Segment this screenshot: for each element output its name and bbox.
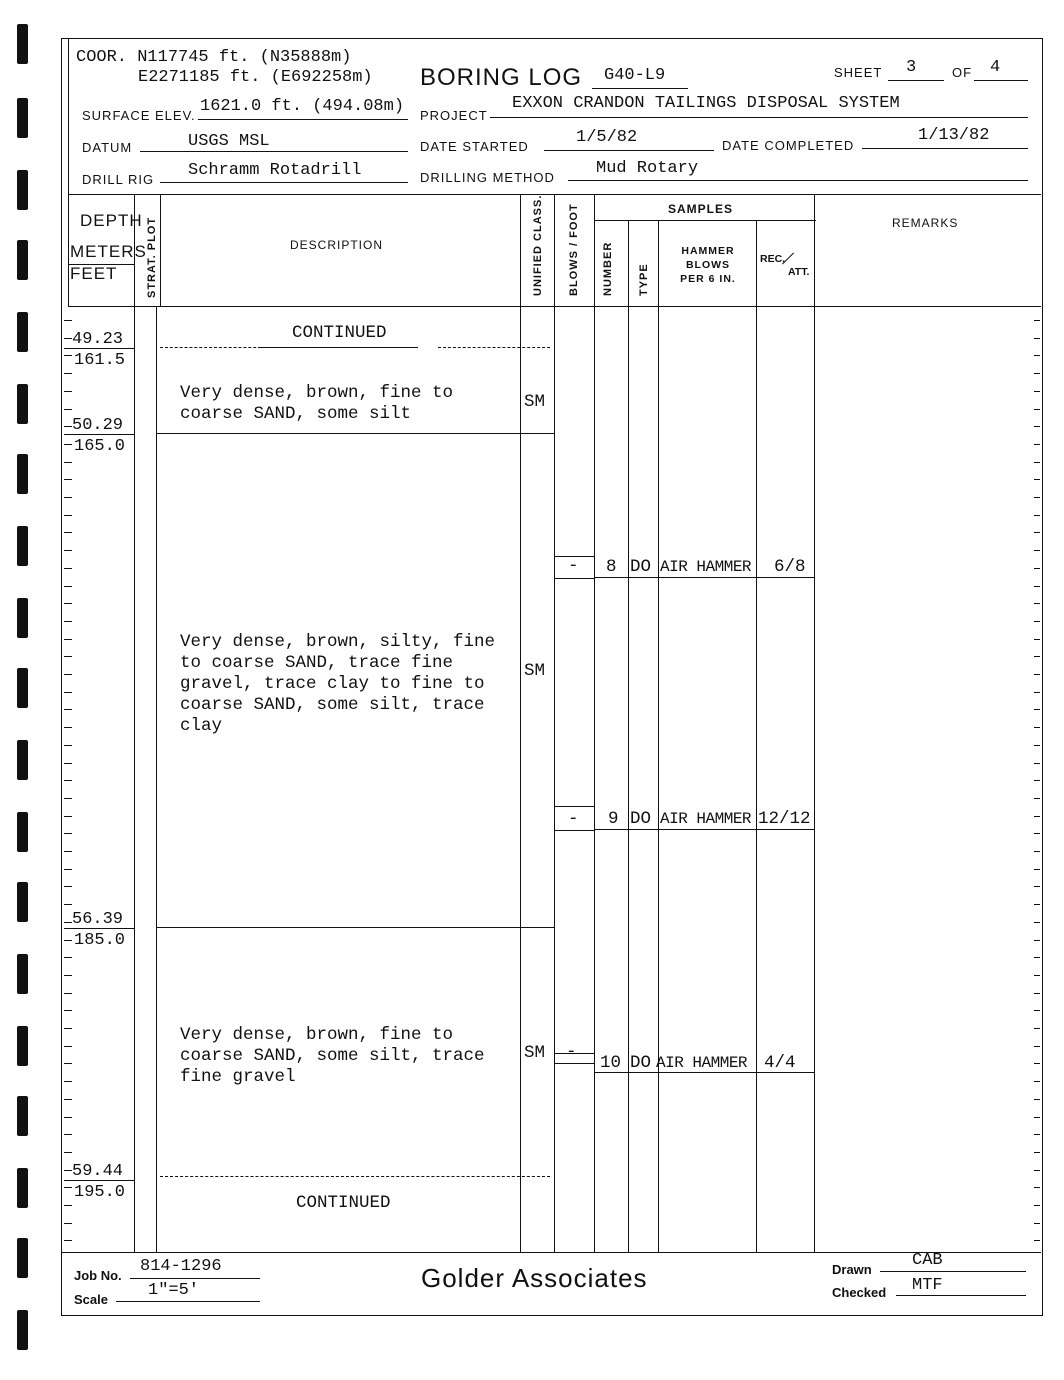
- depth-tick: [1034, 568, 1040, 569]
- depth-tick: [64, 1240, 72, 1241]
- depth-tick: [64, 621, 72, 622]
- sheet-number: 3: [906, 58, 917, 77]
- depth-feet-1: 161.5: [74, 351, 126, 370]
- hammer-heading-line-3: PER 6 IN.: [680, 273, 736, 285]
- depth-tick: [64, 851, 72, 852]
- depth-tick: [64, 391, 72, 392]
- layer-1-description: Very dense, brown, fine to coarse SAND, some silt: [180, 383, 454, 424]
- depth-tick: [64, 426, 72, 427]
- depth-tick: [1034, 479, 1040, 480]
- datum-label: DATUM: [82, 140, 133, 155]
- job-number-value: 814-1296: [140, 1257, 222, 1276]
- att-heading: ATT.: [788, 266, 810, 278]
- scale-value: 1"=5': [148, 1281, 200, 1300]
- depth-tick: [1034, 957, 1040, 958]
- depth-tick: [64, 993, 72, 994]
- depth-tick: [1034, 1099, 1040, 1100]
- depth-tick: [1034, 338, 1040, 339]
- sample-number: 8: [606, 557, 617, 577]
- depth-heading: DEPTH: [80, 211, 143, 230]
- depth-tick: [64, 1205, 72, 1206]
- sample-blows: -: [568, 809, 579, 829]
- depth-tick: [1034, 373, 1040, 374]
- depth-tick: [1034, 709, 1040, 710]
- depth-tick: [64, 444, 72, 445]
- depth-feet-2: 165.0: [74, 437, 126, 456]
- depth-meters-2: 50.29: [72, 416, 124, 435]
- depth-tick: [64, 462, 72, 463]
- remarks-heading: REMARKS: [892, 216, 959, 230]
- depth-tick: [64, 674, 72, 675]
- sample-blows: -: [566, 1042, 577, 1062]
- depth-tick: [64, 1170, 72, 1171]
- depth-tick: [64, 409, 72, 410]
- depth-tick: [64, 1081, 72, 1082]
- depth-tick: [1034, 1187, 1040, 1188]
- depth-tick: [1034, 426, 1040, 427]
- form-title: BORING LOG: [420, 64, 583, 91]
- depth-tick: [64, 763, 72, 764]
- boring-id: G40-L9: [604, 66, 666, 85]
- depth-tick: [1034, 639, 1040, 640]
- date-completed-label: DATE COMPLETED: [722, 138, 855, 153]
- hammer-blows-heading: [662, 244, 754, 286]
- depth-tick: [64, 373, 72, 374]
- depth-tick: [64, 515, 72, 516]
- depth-tick: [1034, 993, 1040, 994]
- depth-tick: [1034, 1028, 1040, 1029]
- drilling-method-label: DRILLING METHOD: [420, 170, 555, 185]
- depth-tick: [1034, 1152, 1040, 1153]
- depth-tick: [64, 338, 72, 339]
- depth-tick: [1034, 1117, 1040, 1118]
- depth-tick: [1034, 692, 1040, 693]
- sample-rec: 12/12: [758, 809, 811, 829]
- depth-tick: [1034, 462, 1040, 463]
- depth-tick: [1034, 1081, 1040, 1082]
- of-label: OF: [952, 65, 973, 80]
- continued-top: CONTINUED: [292, 323, 387, 343]
- depth-tick: [64, 320, 72, 321]
- depth-tick: [64, 1223, 72, 1224]
- hammer-heading-line-2: BLOWS: [685, 259, 731, 271]
- depth-tick: [64, 603, 72, 604]
- depth-tick: [1034, 904, 1040, 905]
- depth-feet-4: 195.0: [74, 1183, 126, 1202]
- depth-tick: [1034, 833, 1040, 834]
- date-started-label: DATE STARTED: [420, 139, 529, 154]
- depth-meters-4: 59.44: [72, 1162, 124, 1181]
- depth-tick: [64, 904, 72, 905]
- depth-tick: [64, 1117, 72, 1118]
- depth-tick: [1034, 922, 1040, 923]
- project-label: PROJECT: [420, 108, 488, 123]
- date-completed-value: 1/13/82: [918, 126, 990, 145]
- depth-tick: [1034, 745, 1040, 746]
- depth-tick: [1034, 444, 1040, 445]
- depth-tick: [64, 1010, 72, 1011]
- datum-value: USGS MSL: [188, 132, 270, 151]
- strat-plot-heading: STRAT. PLOT: [146, 216, 158, 298]
- depth-tick: [1034, 674, 1040, 675]
- depth-tick: [1034, 391, 1040, 392]
- depth-tick: [1034, 656, 1040, 657]
- feet-heading: FEET: [70, 264, 118, 283]
- sheet-total: 4: [990, 58, 1001, 77]
- depth-tick: [1034, 621, 1040, 622]
- date-started-value: 1/5/82: [576, 128, 638, 147]
- depth-tick: [64, 869, 72, 870]
- job-number-label: Job No.: [74, 1268, 122, 1283]
- depth-tick: [64, 1187, 72, 1188]
- company-name: Golder Associates: [421, 1263, 648, 1293]
- depth-tick: [1034, 515, 1040, 516]
- depth-tick: [64, 479, 72, 480]
- depth-tick: [1034, 816, 1040, 817]
- sample-rec: 6/8: [774, 557, 806, 577]
- depth-tick: [1034, 975, 1040, 976]
- depth-tick: [1034, 1205, 1040, 1206]
- sample-blows: -: [568, 556, 579, 576]
- depth-meters-1: 49.23: [72, 330, 124, 349]
- depth-tick: [1034, 1170, 1040, 1171]
- depth-tick: [1034, 940, 1040, 941]
- depth-tick: [1034, 497, 1040, 498]
- continued-bottom: CONTINUED: [296, 1193, 391, 1213]
- layer-2-class: SM: [524, 661, 546, 681]
- depth-tick: [1034, 1046, 1040, 1047]
- meters-heading: METERS: [70, 242, 147, 261]
- depth-tick: [1034, 1010, 1040, 1011]
- checked-value: MTF: [912, 1276, 943, 1295]
- drilling-method-value: Mud Rotary: [596, 159, 699, 178]
- depth-feet-3: 185.0: [74, 931, 126, 950]
- surface-elev-label: SURFACE ELEV.: [82, 108, 196, 123]
- depth-tick: [1034, 409, 1040, 410]
- depth-tick: [1034, 550, 1040, 551]
- depth-tick: [64, 745, 72, 746]
- layer-2-description: Very dense, brown, silty, fine to coarse SAND, trace fine gravel, trace clay to fine to coarse SAND, some silt, trace clay: [180, 632, 496, 736]
- depth-tick: [64, 656, 72, 657]
- depth-tick: [64, 940, 72, 941]
- depth-tick: [64, 550, 72, 551]
- depth-tick: [64, 780, 72, 781]
- checked-label: Checked: [832, 1285, 887, 1300]
- depth-tick: [64, 586, 72, 587]
- sample-hammer: AIR HAMMER: [660, 558, 752, 576]
- drill-rig-value: Schramm Rotadrill: [188, 161, 362, 180]
- sample-number: 9: [608, 809, 619, 829]
- depth-tick: [64, 975, 72, 976]
- depth-tick: [64, 922, 72, 923]
- depth-tick: [1034, 532, 1040, 533]
- depth-tick: [64, 798, 72, 799]
- depth-tick: [64, 957, 72, 958]
- coor-line-1: COOR. N117745 ft. (N35888m): [76, 48, 352, 67]
- depth-tick: [1034, 320, 1040, 321]
- depth-tick: [1034, 869, 1040, 870]
- surface-elev-value: 1621.0 ft. (494.08m): [200, 97, 405, 116]
- drill-rig-label: DRILL RIG: [82, 172, 155, 187]
- depth-tick: [1034, 798, 1040, 799]
- depth-tick: [1034, 780, 1040, 781]
- depth-tick: [64, 692, 72, 693]
- depth-tick: [64, 639, 72, 640]
- depth-tick: [1034, 727, 1040, 728]
- number-heading: NUMBER: [602, 241, 614, 296]
- sample-type: DO: [630, 557, 652, 577]
- layer-1-class: SM: [524, 392, 546, 412]
- depth-tick: [64, 1134, 72, 1135]
- depth-tick: [64, 833, 72, 834]
- drawn-label: Drawn: [832, 1262, 872, 1277]
- layer-3-class: SM: [524, 1043, 546, 1063]
- depth-tick: [64, 568, 72, 569]
- depth-meters-3: 56.39: [72, 910, 124, 929]
- depth-tick: [64, 709, 72, 710]
- depth-tick: [64, 886, 72, 887]
- depth-tick: [1034, 886, 1040, 887]
- sample-hammer: AIR HAMMER: [656, 1054, 748, 1072]
- depth-tick: [1034, 1240, 1040, 1241]
- depth-tick: [64, 497, 72, 498]
- depth-tick: [64, 1063, 72, 1064]
- drawn-value: CAB: [912, 1251, 943, 1270]
- depth-tick: [1034, 355, 1040, 356]
- depth-tick: [64, 1152, 72, 1153]
- hammer-heading-line-1: HAMMER: [681, 245, 735, 257]
- depth-tick: [1034, 603, 1040, 604]
- unified-class-heading: UNIFIED CLASS.: [532, 194, 544, 296]
- coor-line-2: E2271185 ft. (E692258m): [138, 68, 373, 87]
- description-heading: DESCRIPTION: [290, 238, 384, 252]
- blows-foot-heading: BLOWS / FOOT: [568, 203, 580, 296]
- depth-tick: [64, 727, 72, 728]
- sample-rec: 4/4: [764, 1053, 796, 1073]
- depth-tick: [64, 816, 72, 817]
- depth-tick: [1034, 763, 1040, 764]
- sample-type: DO: [630, 1053, 652, 1073]
- rec-heading: REC.: [760, 253, 786, 265]
- samples-heading: SAMPLES: [668, 202, 734, 216]
- sample-type: DO: [630, 809, 652, 829]
- depth-tick: [1034, 851, 1040, 852]
- depth-tick: [1034, 1223, 1040, 1224]
- type-heading: TYPE: [638, 263, 650, 296]
- project-value: EXXON CRANDON TAILINGS DISPOSAL SYSTEM: [512, 94, 900, 113]
- depth-tick: [64, 1099, 72, 1100]
- sample-hammer: AIR HAMMER: [660, 810, 752, 828]
- depth-tick: [64, 532, 72, 533]
- sample-number: 10: [600, 1053, 622, 1073]
- depth-tick: [1034, 1063, 1040, 1064]
- depth-tick: [64, 355, 72, 356]
- depth-tick: [1034, 586, 1040, 587]
- layer-3-description: Very dense, brown, fine to coarse SAND, some silt, trace fine gravel: [180, 1025, 485, 1087]
- depth-tick: [1034, 1134, 1040, 1135]
- sheet-label: SHEET: [834, 65, 883, 80]
- scale-label: Scale: [74, 1292, 108, 1307]
- depth-tick: [64, 1028, 72, 1029]
- depth-tick: [64, 1046, 72, 1047]
